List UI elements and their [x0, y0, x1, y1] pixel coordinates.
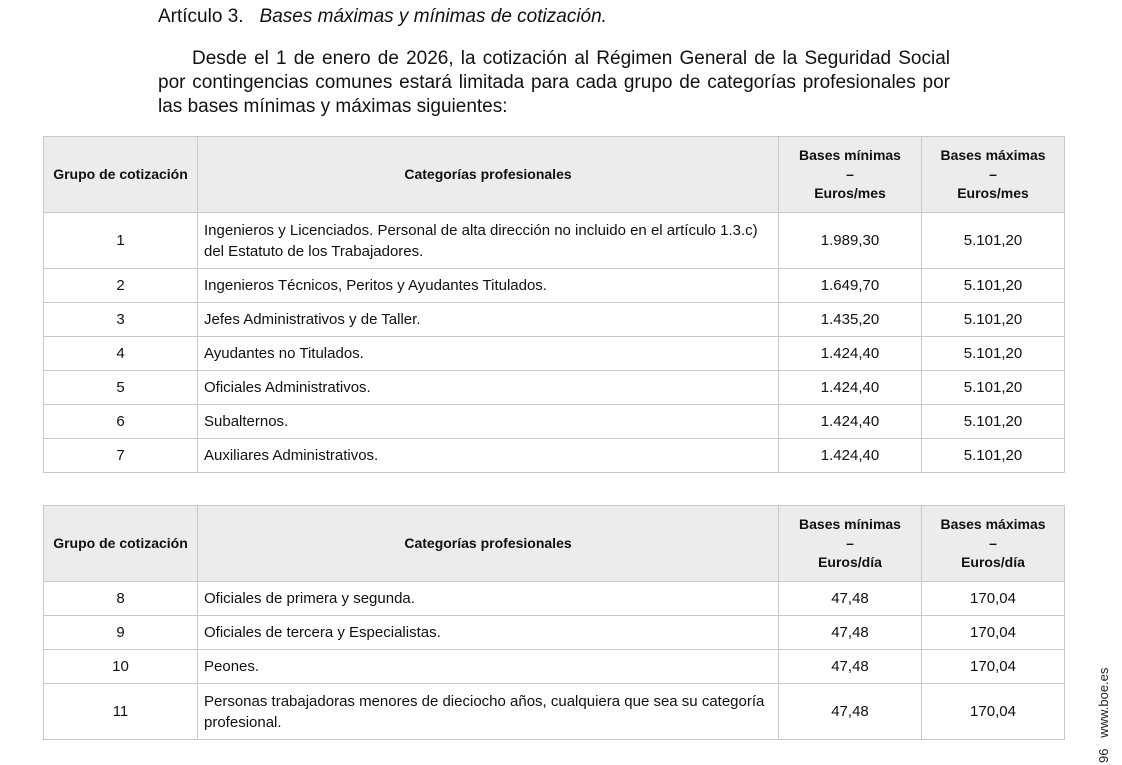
- header-category: Categorías profesionales: [198, 506, 779, 582]
- cell-min: 1.424,40: [779, 405, 922, 439]
- header-min-base: [779, 506, 922, 582]
- table-row: [44, 269, 1065, 303]
- cell-category: Ayudantes no Titulados.: [198, 337, 779, 371]
- article-number: Artículo 3.: [158, 6, 244, 27]
- cell-group: 11: [44, 684, 198, 740]
- table-row: [44, 650, 1065, 684]
- cell-category: Oficiales de tercera y Especialistas.: [198, 616, 779, 650]
- cell-min: 1.424,40: [779, 439, 922, 473]
- cell-category: Oficiales de primera y segunda.: [198, 582, 779, 616]
- cell-group: 5: [44, 371, 198, 405]
- table-header-row: [44, 137, 1065, 213]
- cell-max: 5.101,20: [922, 337, 1065, 371]
- cell-category: Subalternos.: [198, 405, 779, 439]
- daily-bases-table: [43, 505, 1065, 740]
- table-row: [44, 582, 1065, 616]
- cell-min: 1.435,20: [779, 303, 922, 337]
- cell-category: Ingenieros Técnicos, Peritos y Ayudantes Titulados.: [198, 269, 779, 303]
- cell-group: 9: [44, 616, 198, 650]
- cell-max: 5.101,20: [922, 303, 1065, 337]
- cell-max: 5.101,20: [922, 439, 1065, 473]
- cell-min: 47,48: [779, 684, 922, 740]
- cell-min: 47,48: [779, 650, 922, 684]
- header-max-unit: Euros/día: [961, 554, 1025, 570]
- cell-group: 7: [44, 439, 198, 473]
- article-heading: [158, 6, 607, 28]
- cell-max: 170,04: [922, 616, 1065, 650]
- header-group: Grupo de cotización: [44, 506, 198, 582]
- boe-website-url: [1096, 668, 1111, 763]
- header-max-unit: Euros/mes: [957, 185, 1029, 201]
- table-row: [44, 371, 1065, 405]
- cell-group: 4: [44, 337, 198, 371]
- header-max-label: Bases máximas: [940, 516, 1046, 532]
- cell-category: Peones.: [198, 650, 779, 684]
- header-max-base: [922, 137, 1065, 213]
- article-title: Bases máximas y mínimas de cotización.: [259, 6, 607, 27]
- cell-max: 5.101,20: [922, 371, 1065, 405]
- cell-category: Ingenieros y Licenciados. Personal de alta dirección no incluido en el artículo 1.3.c) del Estatuto de los Trabajadores.: [198, 213, 779, 269]
- header-max-dash: –: [989, 166, 997, 182]
- cell-min: 47,48: [779, 582, 922, 616]
- header-category: Categorías profesionales: [198, 137, 779, 213]
- intro-paragraph: Desde el 1 de enero de 2026, la cotización al Régimen General de la Seguridad Social por contingencias comunes estará limitada para cada grupo de categorías profesionales por las bases mínimas y máximas siguientes:: [158, 48, 950, 117]
- cell-max: 5.101,20: [922, 405, 1065, 439]
- header-min-unit: Euros/mes: [814, 185, 886, 201]
- table-row: [44, 616, 1065, 650]
- table-row: [44, 303, 1065, 337]
- cell-category: Personas trabajadoras menores de dieciocho años, cualquiera que sea su categoría profesional.: [198, 684, 779, 740]
- cell-max: 170,04: [922, 650, 1065, 684]
- cell-min: 1.424,40: [779, 337, 922, 371]
- cell-group: 8: [44, 582, 198, 616]
- cell-min: 1.649,70: [779, 269, 922, 303]
- header-min-dash: –: [846, 535, 854, 551]
- cell-max: 5.101,20: [922, 213, 1065, 269]
- cell-group: 3: [44, 303, 198, 337]
- monthly-bases-table: [43, 136, 1065, 473]
- cell-group: 1: [44, 213, 198, 269]
- table-header-row: [44, 506, 1065, 582]
- header-min-unit: Euros/día: [818, 554, 882, 570]
- header-max-base: [922, 506, 1065, 582]
- table-row: [44, 439, 1065, 473]
- cell-category: Auxiliares Administrativos.: [198, 439, 779, 473]
- cell-group: 6: [44, 405, 198, 439]
- cell-category: Jefes Administrativos y de Taller.: [198, 303, 779, 337]
- header-group: Grupo de cotización: [44, 137, 198, 213]
- cell-min: 47,48: [779, 616, 922, 650]
- header-min-label: Bases mínimas: [799, 516, 901, 532]
- cell-max: 170,04: [922, 684, 1065, 740]
- header-max-label: Bases máximas: [940, 147, 1046, 163]
- table-row: [44, 405, 1065, 439]
- header-max-dash: –: [989, 535, 997, 551]
- header-min-dash: –: [846, 166, 854, 182]
- cell-category: Oficiales Administrativos.: [198, 371, 779, 405]
- cell-max: 5.101,20: [922, 269, 1065, 303]
- table-row: [44, 213, 1065, 269]
- cell-group: 10: [44, 650, 198, 684]
- table-row: [44, 684, 1065, 740]
- cell-group: 2: [44, 269, 198, 303]
- header-min-label: Bases mínimas: [799, 147, 901, 163]
- site-url: www.boe.es: [1096, 667, 1111, 738]
- cell-min: 1.989,30: [779, 213, 922, 269]
- cell-min: 1.424,40: [779, 371, 922, 405]
- cell-max: 170,04: [922, 582, 1065, 616]
- header-min-base: [779, 137, 922, 213]
- page-ref-fragment: 96: [1096, 748, 1111, 763]
- table-row: [44, 337, 1065, 371]
